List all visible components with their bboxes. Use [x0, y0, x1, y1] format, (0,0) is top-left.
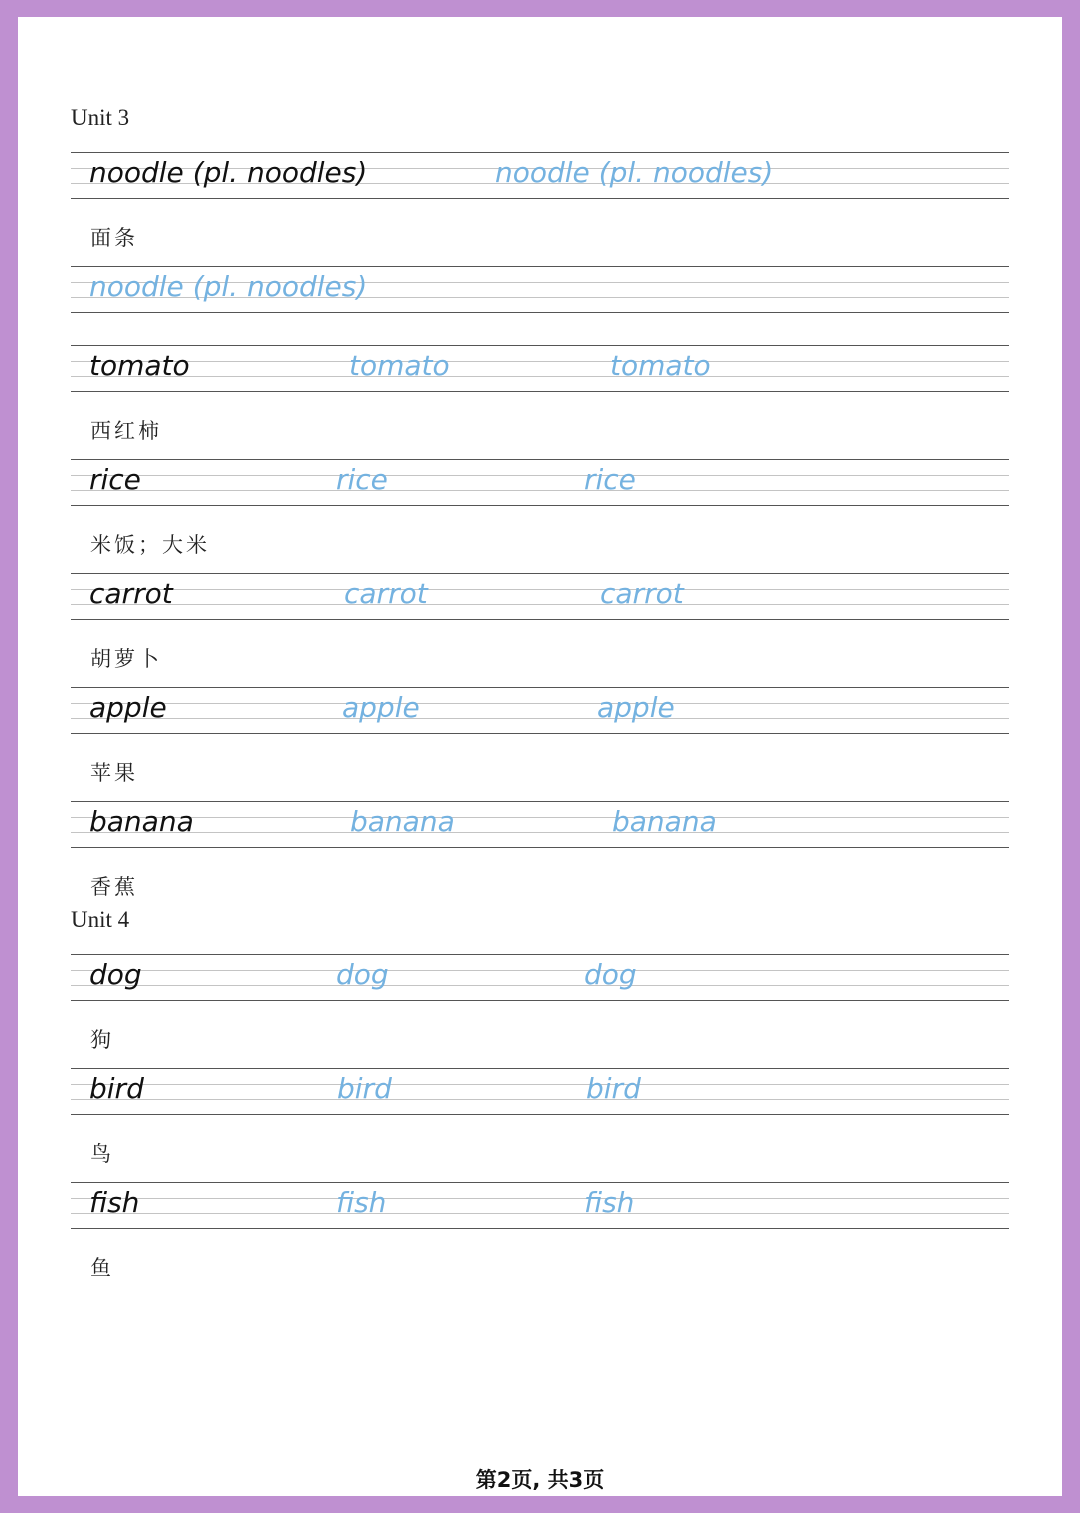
trace-word: carrot [344, 577, 428, 610]
unit-heading: Unit 4 [71, 907, 130, 932]
writing-band [71, 459, 1009, 507]
trace-word: fish [584, 1186, 635, 1219]
word-meaning: 鸟 [90, 1142, 114, 1166]
vocab-word: bird [89, 1072, 144, 1105]
vocab-word: tomato [89, 349, 190, 382]
trace-word: apple [597, 691, 675, 724]
vocab-word: carrot [89, 577, 173, 610]
worksheet-page [18, 17, 1062, 1496]
writing-band [71, 345, 1009, 393]
trace-word: tomato [610, 349, 711, 382]
vocab-word: apple [89, 691, 167, 724]
word-meaning: 鱼 [90, 1256, 114, 1280]
word-meaning: 西红柿 [90, 419, 162, 443]
writing-band [71, 1182, 1009, 1230]
word-meaning: 香蕉 [90, 875, 138, 899]
trace-word: dog [584, 958, 637, 991]
trace-word: apple [342, 691, 420, 724]
vocab-word: fish [89, 1186, 140, 1219]
trace-word: dog [336, 958, 389, 991]
writing-band [71, 573, 1009, 621]
writing-band [71, 152, 1009, 200]
writing-band [71, 954, 1009, 1002]
vocab-word: dog [89, 958, 142, 991]
vocab-word: banana [89, 805, 194, 838]
trace-word: fish [336, 1186, 387, 1219]
writing-band [71, 687, 1009, 735]
trace-word: banana [612, 805, 717, 838]
page-number-footer: 第2页, 共3页 [475, 1468, 605, 1492]
trace-word: rice [584, 463, 636, 496]
trace-word: carrot [600, 577, 684, 610]
word-meaning: 面条 [90, 226, 138, 250]
writing-band [71, 801, 1009, 849]
unit-heading: Unit 3 [71, 105, 130, 130]
word-meaning: 苹果 [90, 761, 138, 785]
writing-band [71, 266, 1009, 314]
trace-word: bird [586, 1072, 641, 1105]
trace-word: rice [336, 463, 388, 496]
trace-word: bird [337, 1072, 392, 1105]
word-meaning: 狗 [90, 1028, 114, 1052]
trace-word: tomato [349, 349, 450, 382]
trace-word: banana [350, 805, 455, 838]
writing-band [71, 1068, 1009, 1116]
vocab-word: rice [89, 463, 141, 496]
word-meaning: 米饭；大米 [90, 533, 210, 557]
vocab-word: noodle (pl. noodles) [89, 156, 368, 189]
trace-word: noodle (pl. noodles) [89, 270, 368, 303]
trace-word: noodle (pl. noodles) [495, 156, 774, 189]
word-meaning: 胡萝卜 [90, 647, 162, 671]
